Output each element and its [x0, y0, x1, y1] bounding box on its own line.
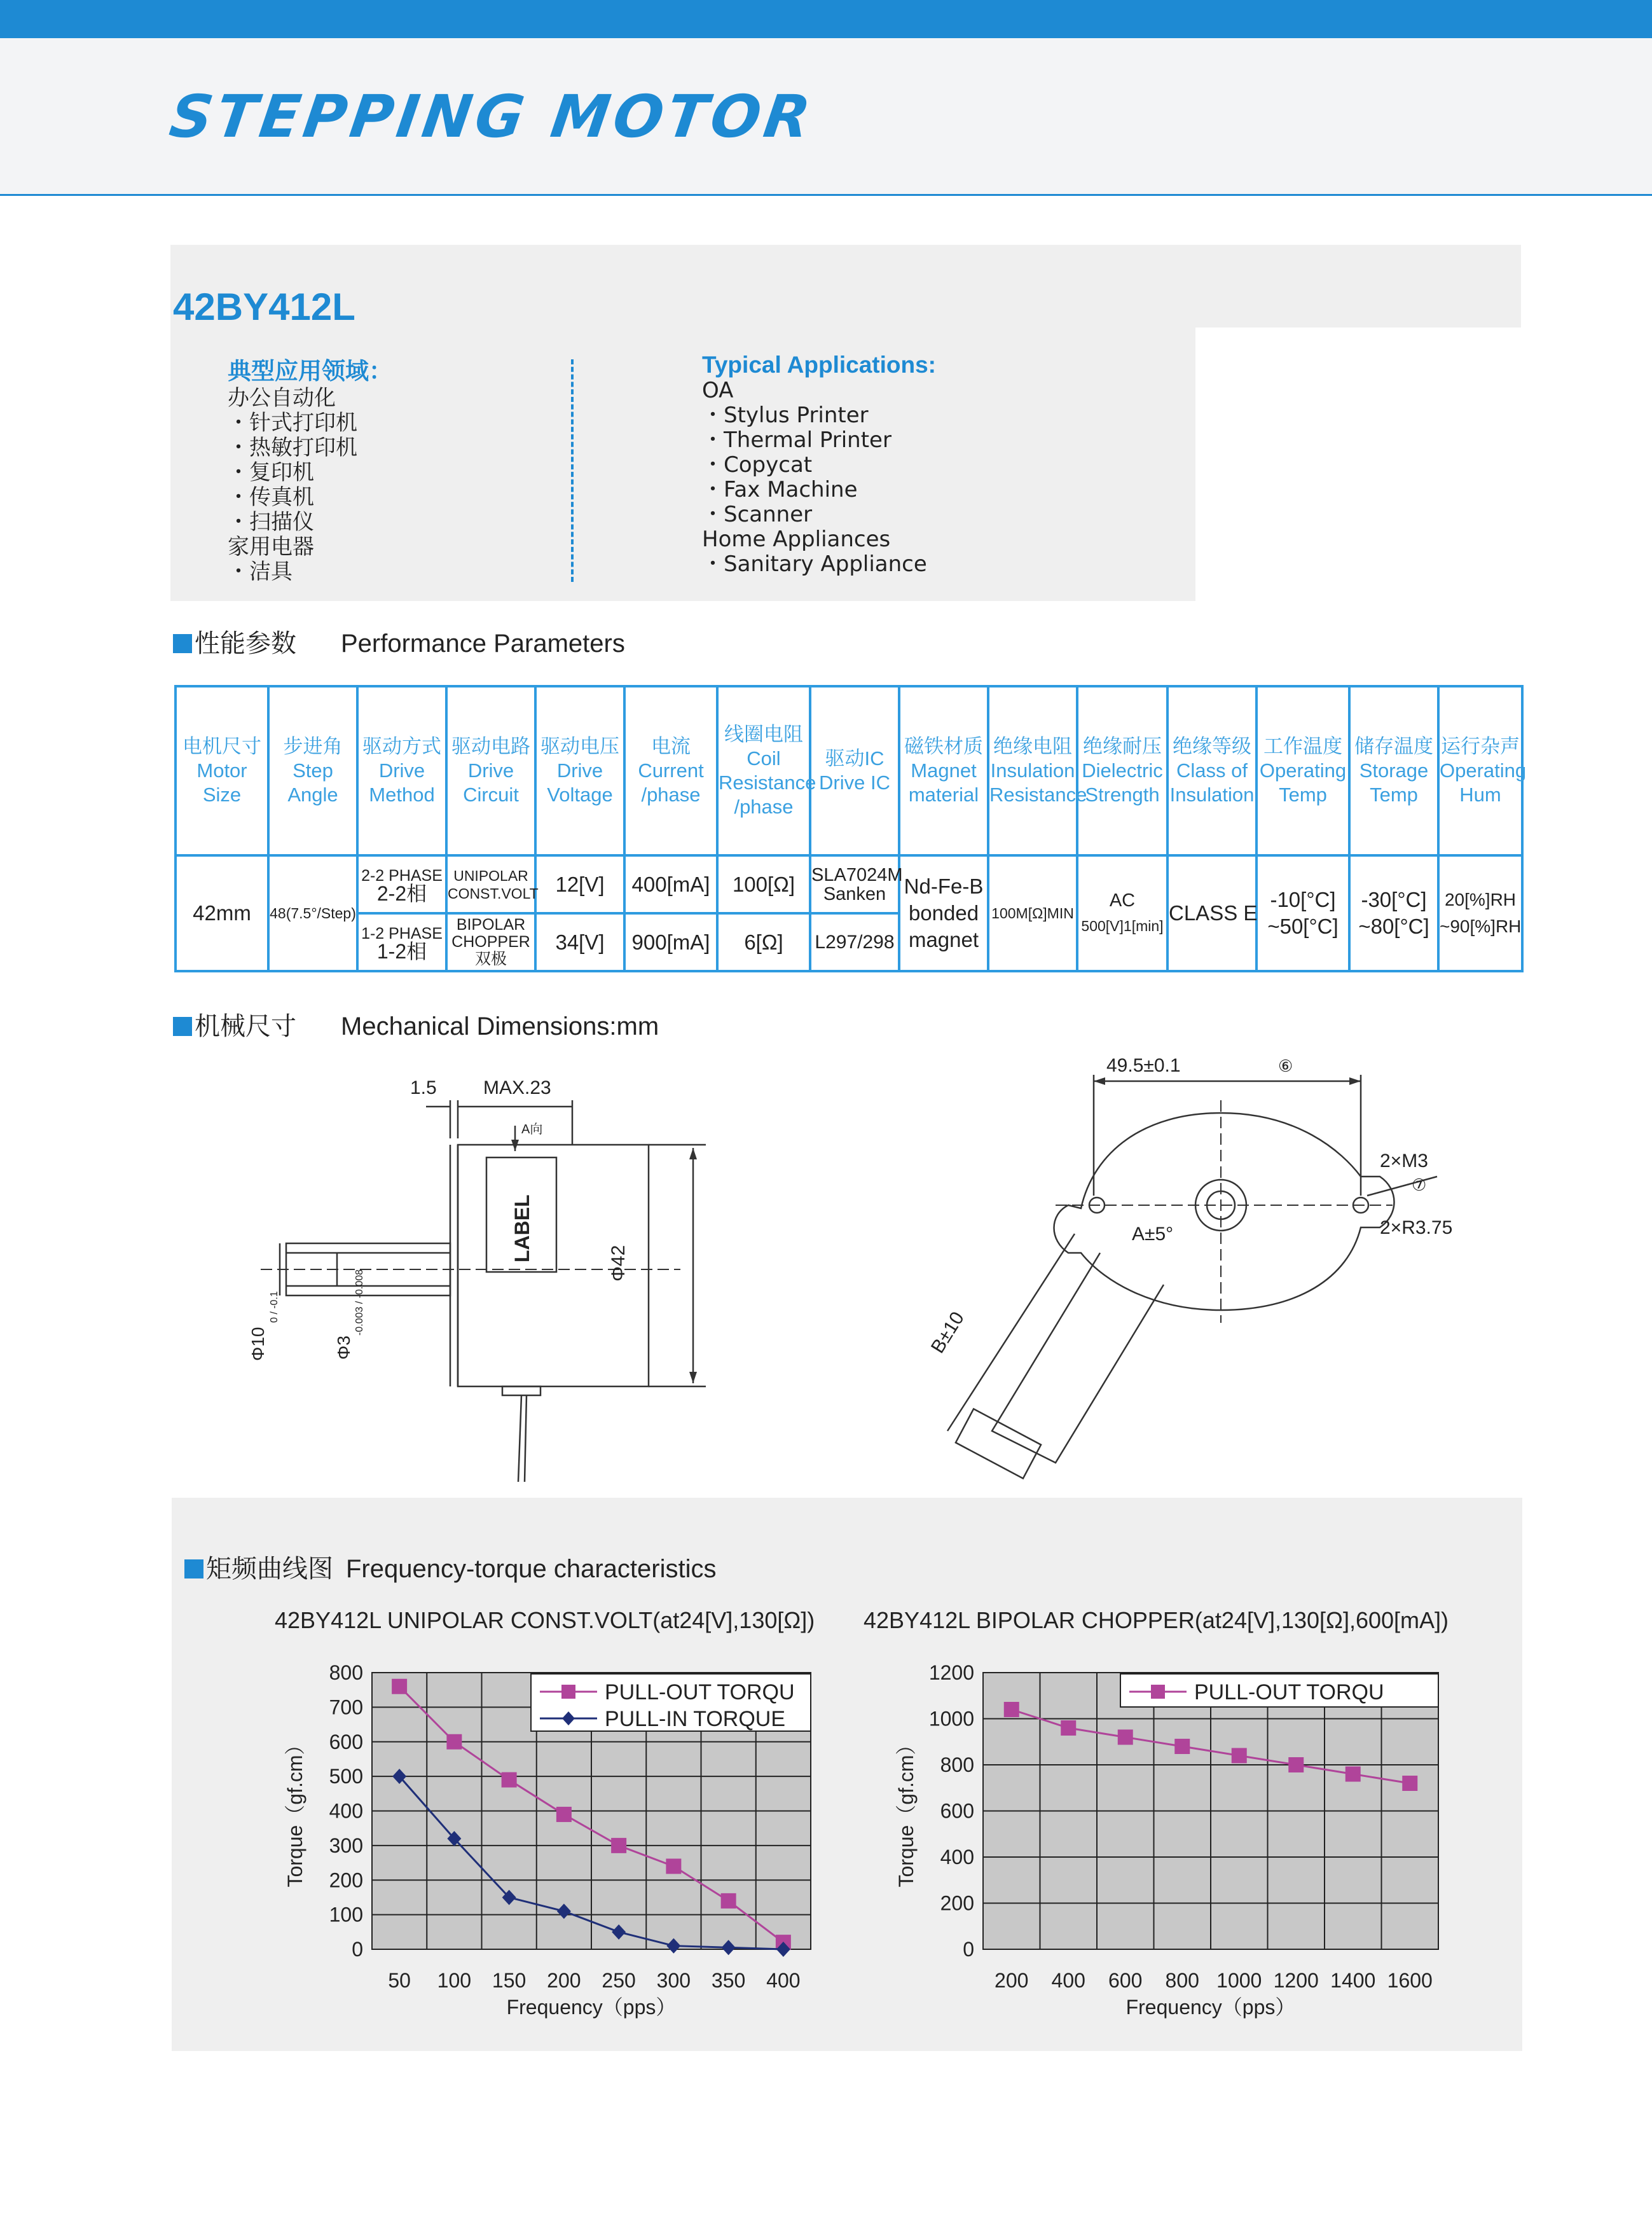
- cell-dielectric: AC 500[V]1[min]: [1077, 855, 1167, 971]
- application-item: ・热敏打印机: [228, 435, 357, 460]
- dim-2xm3: 2×M3: [1380, 1150, 1428, 1171]
- section-square-icon: [173, 1017, 192, 1036]
- applications-en-title: Typical Applications:: [702, 352, 936, 378]
- y-tick-label: 500: [329, 1765, 363, 1788]
- legend-label: PULL-IN TORQUE: [605, 1707, 786, 1731]
- table-header-cell: 绝缘耐压 Dielectric Strength: [1077, 686, 1167, 855]
- applications-divider: [571, 359, 574, 582]
- y-tick-label: 700: [329, 1696, 363, 1719]
- y-tick-label: 0: [352, 1938, 363, 1961]
- data-point: [1346, 1767, 1361, 1782]
- dim-phi3: Φ3: [334, 1336, 354, 1360]
- cell-current-1: 400[mA]: [624, 855, 717, 913]
- y-tick-label: 300: [329, 1834, 363, 1857]
- table-header-cell: 驱动IC Drive IC: [810, 686, 899, 855]
- data-point: [721, 1893, 736, 1909]
- dim-phi3-tol: -0.003 / -0.008: [354, 1269, 365, 1336]
- x-tick-label: 250: [602, 1969, 636, 1992]
- data-point: [1402, 1776, 1417, 1791]
- application-item: ・针式打印机: [228, 410, 357, 436]
- chart-2-title: 42BY412L BIPOLAR CHOPPER(at24[V],130[Ω],600[mA]): [864, 1607, 1449, 1633]
- application-item: 办公自动化: [228, 385, 336, 411]
- x-tick-label: 150: [492, 1969, 527, 1992]
- dim-49-5: 49.5±0.1: [1106, 1055, 1181, 1076]
- brand-title: STEPPING MOTOR: [165, 83, 818, 151]
- data-point: [446, 1734, 462, 1750]
- legend-marker: [561, 1685, 575, 1699]
- x-tick-label: 1200: [1273, 1969, 1319, 1992]
- x-tick-label: 1000: [1216, 1969, 1262, 1992]
- y-tick-label: 1000: [928, 1707, 974, 1730]
- product-image-area: [1195, 328, 1521, 601]
- y-tick-label: 1200: [928, 1661, 974, 1684]
- front-view-drawing: [865, 1043, 1513, 1514]
- freq-title-en: Frequency-torque characteristics: [346, 1555, 717, 1583]
- cell-voltage-1: 12[V]: [535, 855, 624, 913]
- table-header-row: [176, 686, 1522, 855]
- performance-table: [174, 685, 1527, 972]
- cell-circuit-1: UNIPOLAR CONST.VOLT: [446, 855, 535, 913]
- y-tick-label: 600: [329, 1730, 363, 1753]
- cell-class: CLASS E: [1167, 855, 1256, 971]
- x-tick-label: 1400: [1330, 1969, 1376, 1992]
- cell-method-1: 2-2 PHASE 2-2相: [357, 855, 446, 913]
- data-point: [502, 1772, 517, 1788]
- table-header-cell: 电流 Current /phase: [624, 686, 717, 855]
- cell-method-2: 1-2 PHASE 1-2相: [357, 913, 446, 971]
- data-point: [392, 1679, 407, 1694]
- section-square-icon: [184, 1559, 203, 1578]
- legend-label: PULL-OUT TORQU: [605, 1680, 795, 1704]
- table-header-cell: 运行杂声 Operating Hum: [1438, 686, 1522, 855]
- x-tick-label: 400: [766, 1969, 801, 1992]
- application-item: ・洁具: [228, 559, 293, 584]
- application-item: ・Copycat: [702, 452, 813, 478]
- table-header-cell: 线圈电阻 Coil Resistance /phase: [717, 686, 810, 855]
- dim-1-5: 1.5: [410, 1077, 437, 1098]
- application-item: ・传真机: [228, 485, 314, 510]
- cell-insulation-res: 100M[Ω]MIN: [988, 855, 1077, 971]
- dim-phi42: Φ42: [608, 1245, 629, 1281]
- applications-cn-title: 典型应用领域：: [228, 357, 392, 385]
- cell-magnet: Nd-Fe-B bonded magnet: [899, 855, 988, 971]
- table-row: [176, 855, 1522, 913]
- top-accent-bar: [0, 0, 1652, 38]
- chart-unipolar: [267, 1641, 839, 2035]
- model-number: 42BY412L: [173, 286, 355, 328]
- table-header-cell: 绝缘等级 Class of Insulation: [1167, 686, 1256, 855]
- label-text: LABEL: [511, 1194, 533, 1262]
- data-point: [1004, 1702, 1019, 1717]
- mechanical-section-title: [173, 1006, 659, 1042]
- application-item: ・Thermal Printer: [702, 427, 891, 453]
- data-point: [666, 1859, 681, 1874]
- cell-current-2: 900[mA]: [624, 913, 717, 971]
- freq-title-cn: 矩频曲线图: [206, 1555, 333, 1583]
- dim-a-direction: A向: [521, 1122, 543, 1136]
- y-tick-label: 200: [329, 1868, 363, 1892]
- dimension-arrowheads: [511, 1140, 697, 1383]
- dim-circle-7: ⑦: [1412, 1175, 1427, 1194]
- data-point: [1288, 1757, 1304, 1772]
- mechanical-title-cn: 机械尺寸: [195, 1012, 296, 1040]
- table-header-cell: 储存温度 Storage Temp: [1349, 686, 1438, 855]
- application-item: ・Stylus Printer: [702, 403, 869, 428]
- performance-section-title: [173, 623, 625, 660]
- y-tick-label: 200: [940, 1891, 974, 1915]
- cell-circuit-2: BIPOLAR CHOPPER 双极: [446, 913, 535, 971]
- cell-ic-1: SLA7024M Sanken: [810, 855, 899, 913]
- chart-1-title: 42BY412L UNIPOLAR CONST.VOLT(at24[V],130[Ω]): [275, 1607, 815, 1633]
- table-header-cell: 工作温度 Operating Temp: [1256, 686, 1349, 855]
- cell-resist-2: 6[Ω]: [717, 913, 810, 971]
- mechanical-title-en: Mechanical Dimensions:mm: [341, 1012, 659, 1040]
- data-point: [611, 1838, 626, 1853]
- table-header-cell: 驱动电路 Drive Circuit: [446, 686, 535, 855]
- legend-marker: [1151, 1685, 1165, 1699]
- application-item: ・Sanitary Appliance: [702, 551, 927, 577]
- data-point: [556, 1807, 572, 1822]
- x-tick-label: 50: [388, 1969, 411, 1992]
- side-view-drawing: [235, 1062, 731, 1488]
- table-header-cell: 磁铁材质 Magnet material: [899, 686, 988, 855]
- x-tick-label: 200: [547, 1969, 581, 1992]
- application-item: 家用电器: [228, 534, 314, 560]
- data-point: [1174, 1739, 1190, 1754]
- data-point: [1118, 1730, 1133, 1745]
- legend-label: PULL-OUT TORQU: [1194, 1680, 1384, 1704]
- section-square-icon: [173, 634, 192, 653]
- application-item: OA: [702, 378, 734, 403]
- y-axis-label: Torque（gf.cm）: [895, 1734, 918, 1888]
- y-tick-label: 0: [963, 1938, 974, 1961]
- table-header-cell: 步进角 Step Angle: [268, 686, 357, 855]
- chart-bipolar: [858, 1641, 1469, 2035]
- cell-st-temp: -30[°C] ~80[°C]: [1349, 855, 1438, 971]
- cell-ic-2: L297/298: [810, 913, 899, 971]
- x-tick-label: 200: [995, 1969, 1029, 1992]
- dim-2xr375: 2×R3.75: [1380, 1217, 1453, 1238]
- x-tick-label: 1600: [1387, 1969, 1433, 1992]
- cell-voltage-2: 34[V]: [535, 913, 624, 971]
- cell-hum: 20[%]RH ~90[%]RH: [1438, 855, 1522, 971]
- cell-op-temp: -10[°C] ~50[°C]: [1256, 855, 1349, 971]
- application-item: ・Scanner: [702, 502, 813, 527]
- data-point: [1232, 1748, 1247, 1764]
- table-header-cell: 驱动方式 Drive Method: [357, 686, 446, 855]
- application-item: ・Fax Machine: [702, 477, 858, 502]
- y-tick-label: 100: [329, 1903, 363, 1926]
- dim-phi10-tol: 0 / -0.1: [269, 1291, 280, 1323]
- x-axis-label: Frequency（pps）: [1125, 1996, 1296, 2019]
- y-axis-label: Torque（gf.cm）: [284, 1734, 306, 1888]
- x-tick-label: 100: [437, 1969, 472, 1992]
- freq-section-title: [184, 1549, 716, 1585]
- y-tick-label: 400: [940, 1846, 974, 1868]
- dim-circle-6: ⑥: [1278, 1056, 1293, 1075]
- table-header-cell: 电机尺寸 Motor Size: [176, 686, 268, 855]
- x-tick-label: 400: [1051, 1969, 1085, 1992]
- cell-size: 42mm: [176, 855, 268, 971]
- dim-angle: A±5°: [1132, 1224, 1174, 1245]
- y-tick-label: 400: [329, 1799, 363, 1823]
- table-header-cell: 绝缘电阻 Insulation Resistance: [988, 686, 1077, 855]
- cell-angle: 48(7.5°/Step): [268, 855, 357, 971]
- data-point: [1061, 1720, 1076, 1736]
- y-tick-label: 800: [940, 1753, 974, 1776]
- performance-title-cn: 性能参数: [195, 630, 296, 658]
- x-axis-label: Frequency（pps）: [506, 1996, 677, 2019]
- x-tick-label: 800: [1165, 1969, 1199, 1992]
- dim-b: B±10: [926, 1308, 968, 1357]
- application-item: Home Appliances: [702, 527, 891, 552]
- applications-cn: [228, 352, 392, 584]
- x-tick-label: 300: [656, 1969, 691, 1992]
- performance-title-en: Performance Parameters: [341, 630, 625, 658]
- table-header-cell: 驱动电压 Drive Voltage: [535, 686, 624, 855]
- x-tick-label: 350: [711, 1969, 746, 1992]
- application-item: ・复印机: [228, 460, 314, 485]
- dim-max23: MAX.23: [483, 1077, 551, 1098]
- application-item: ・扫描仪: [228, 509, 314, 535]
- x-tick-label: 600: [1108, 1969, 1143, 1992]
- y-tick-label: 800: [329, 1661, 363, 1684]
- y-tick-label: 600: [940, 1799, 974, 1823]
- applications-en: [702, 352, 936, 577]
- cell-resist-1: 100[Ω]: [717, 855, 810, 913]
- dim-phi10: Φ10: [248, 1327, 268, 1361]
